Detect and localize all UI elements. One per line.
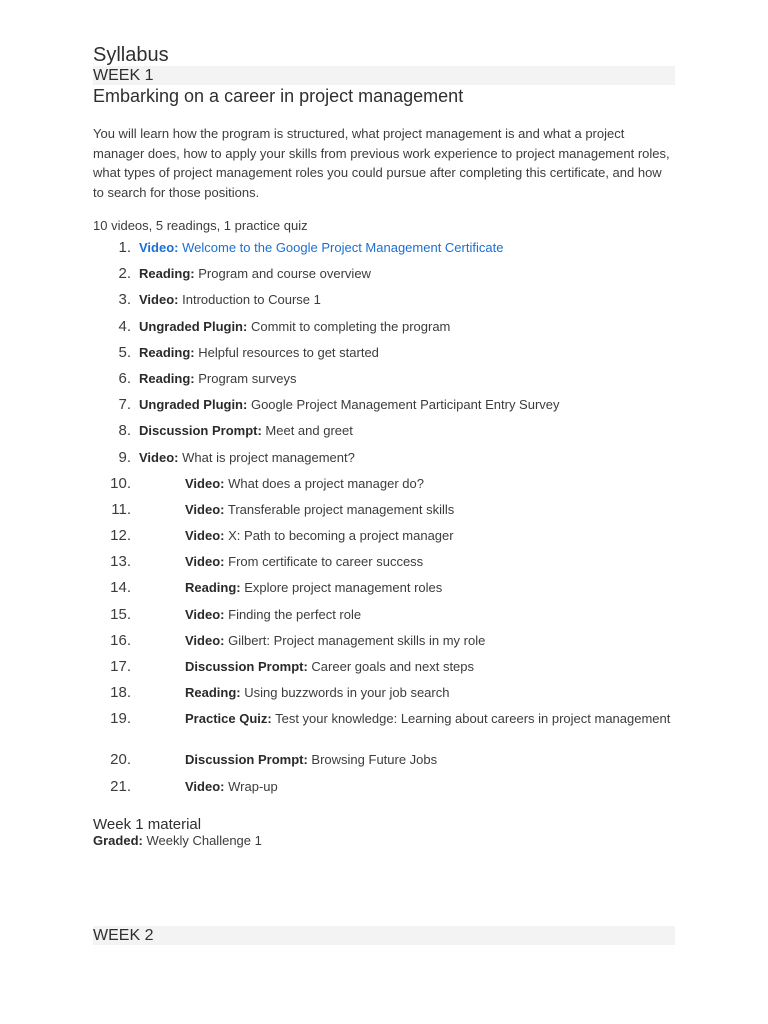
list-item[interactable] bbox=[93, 450, 675, 476]
item-number: 21. bbox=[110, 777, 131, 795]
list-item[interactable] bbox=[93, 371, 675, 397]
item-number: 9. bbox=[118, 448, 131, 466]
item-text bbox=[139, 345, 675, 371]
item-number: 10. bbox=[110, 474, 131, 492]
list-item[interactable] bbox=[93, 476, 675, 502]
graded-title: Weekly Challenge 1 bbox=[146, 832, 262, 848]
item-title-link[interactable]: Welcome to the Google Project Management Certificate bbox=[182, 240, 504, 255]
item-type-label: Video: bbox=[185, 632, 225, 648]
week-1-title: Embarking on a career in project management bbox=[93, 86, 464, 106]
item-type-label: Video: bbox=[185, 501, 225, 517]
syllabus-page bbox=[93, 44, 675, 849]
item-text bbox=[139, 633, 675, 659]
item-title: Career goals and next steps bbox=[311, 659, 475, 674]
item-text bbox=[139, 319, 675, 345]
week-2-section bbox=[93, 926, 675, 945]
week-2-header: WEEK 2 bbox=[93, 926, 675, 945]
item-type-label: Video: bbox=[185, 778, 225, 794]
list-item[interactable] bbox=[93, 502, 675, 528]
item-type-label: Practice Quiz: bbox=[185, 711, 272, 727]
item-title: Helpful resources to get started bbox=[198, 344, 379, 360]
item-text bbox=[139, 371, 675, 397]
list-item[interactable] bbox=[93, 397, 675, 423]
graded-item[interactable] bbox=[93, 833, 675, 849]
list-item[interactable] bbox=[93, 319, 675, 345]
item-type-label: Video: bbox=[185, 554, 225, 570]
item-type-label: Discussion Prompt: bbox=[139, 423, 262, 439]
list-item[interactable] bbox=[93, 752, 675, 778]
item-type-label: Discussion Prompt: bbox=[185, 752, 308, 768]
list-item[interactable] bbox=[93, 659, 675, 685]
item-number: 18. bbox=[110, 684, 131, 702]
item-title: Gilbert: Project management skills in my role bbox=[228, 632, 486, 648]
week-1-material-heading: Week 1 material bbox=[93, 815, 202, 833]
week-1-description: You will learn how the program is structured, what project management is and what a project manager does, how to apply your skills from previous work experience to project management roles, what types of project management roles you could pursue after completing this certificate, and how to search for those positions. bbox=[93, 126, 670, 200]
item-type-label: Video: bbox=[185, 475, 225, 491]
item-number: 1. bbox=[118, 239, 131, 256]
list-item[interactable] bbox=[93, 528, 675, 554]
item-type-label: Video: bbox=[139, 449, 179, 465]
item-text bbox=[139, 580, 675, 606]
item-type-label: Video: bbox=[185, 606, 225, 622]
item-text bbox=[139, 450, 675, 476]
item-title: Program surveys bbox=[198, 370, 297, 386]
list-item[interactable] bbox=[93, 292, 675, 318]
item-type-label: Reading: bbox=[185, 685, 241, 701]
item-title: What does a project manager do? bbox=[228, 475, 424, 491]
list-item[interactable] bbox=[93, 633, 675, 659]
list-item[interactable] bbox=[93, 266, 675, 292]
week-1-summary: 10 videos, 5 readings, 1 practice quiz bbox=[93, 218, 308, 233]
item-number: 6. bbox=[118, 369, 131, 387]
item-text bbox=[139, 397, 675, 423]
item-text bbox=[139, 752, 675, 778]
item-number: 8. bbox=[118, 422, 131, 440]
item-number: 17. bbox=[110, 658, 131, 675]
item-text bbox=[139, 554, 675, 580]
item-type-label: Reading: bbox=[139, 370, 195, 386]
list-item[interactable] bbox=[93, 779, 675, 805]
item-title: What is project management? bbox=[182, 449, 355, 465]
item-title: Introduction to Course 1 bbox=[182, 292, 321, 308]
item-title: Commit to completing the program bbox=[250, 318, 451, 334]
item-type-label: Video: bbox=[139, 292, 179, 308]
item-text bbox=[139, 476, 675, 502]
list-item[interactable] bbox=[93, 240, 675, 266]
item-title: Program and course overview bbox=[198, 266, 371, 282]
item-text bbox=[139, 607, 675, 633]
item-title: Meet and greet bbox=[265, 423, 353, 439]
item-number: 5. bbox=[118, 343, 131, 361]
item-type-label: Ungraded Plugin: bbox=[139, 397, 248, 413]
item-number: 7. bbox=[118, 396, 131, 414]
item-type-label: Video: bbox=[139, 240, 179, 255]
item-text bbox=[139, 711, 675, 752]
graded-label: Graded: bbox=[93, 832, 143, 848]
item-text bbox=[139, 659, 675, 685]
week-1-item-list bbox=[93, 240, 675, 805]
item-number: 12. bbox=[110, 527, 131, 545]
item-title: Wrap-up bbox=[228, 778, 278, 794]
list-item[interactable] bbox=[93, 345, 675, 371]
item-title: From certificate to career success bbox=[228, 554, 424, 570]
item-text bbox=[139, 292, 675, 318]
item-title: X: Path to becoming a project manager bbox=[228, 528, 454, 544]
item-title: Explore project management roles bbox=[244, 580, 443, 596]
item-text bbox=[139, 528, 675, 554]
item-text bbox=[139, 502, 675, 528]
item-number: 3. bbox=[118, 291, 131, 309]
list-item[interactable] bbox=[93, 580, 675, 606]
list-item[interactable] bbox=[93, 607, 675, 633]
item-text bbox=[139, 779, 675, 805]
item-type-label: Discussion Prompt: bbox=[185, 659, 308, 674]
item-number: 20. bbox=[110, 751, 131, 769]
week-1-header: WEEK 1 bbox=[93, 66, 675, 85]
item-title: Google Project Management Participant Entry Survey bbox=[250, 397, 560, 413]
item-type-label: Video: bbox=[185, 528, 225, 544]
item-text bbox=[139, 240, 675, 266]
list-item[interactable] bbox=[93, 685, 675, 711]
item-number: 11. bbox=[111, 500, 131, 518]
list-item[interactable] bbox=[93, 554, 675, 580]
item-text bbox=[139, 685, 675, 711]
item-title: Test your knowledge: Learning about careers in project management bbox=[275, 711, 671, 727]
item-title: Browsing Future Jobs bbox=[311, 752, 438, 768]
list-item[interactable] bbox=[93, 423, 675, 449]
item-number: 19. bbox=[110, 710, 131, 728]
item-number: 16. bbox=[110, 631, 131, 649]
item-text bbox=[139, 423, 675, 449]
page-title: Syllabus bbox=[93, 44, 169, 66]
item-type-label: Ungraded Plugin: bbox=[139, 318, 248, 334]
item-number: 15. bbox=[110, 605, 131, 623]
item-type-label: Reading: bbox=[139, 266, 195, 282]
item-title: Finding the perfect role bbox=[228, 606, 362, 622]
item-title: Transferable project management skills bbox=[227, 501, 455, 517]
item-title: Using buzzwords in your job search bbox=[244, 685, 450, 701]
item-number: 4. bbox=[118, 317, 131, 335]
list-item[interactable] bbox=[93, 711, 675, 752]
item-text bbox=[139, 266, 675, 292]
item-number: 14. bbox=[110, 579, 131, 597]
item-type-label: Reading: bbox=[139, 344, 195, 360]
item-number: 13. bbox=[110, 553, 131, 571]
item-number: 2. bbox=[118, 265, 131, 283]
item-type-label: Reading: bbox=[185, 580, 241, 596]
